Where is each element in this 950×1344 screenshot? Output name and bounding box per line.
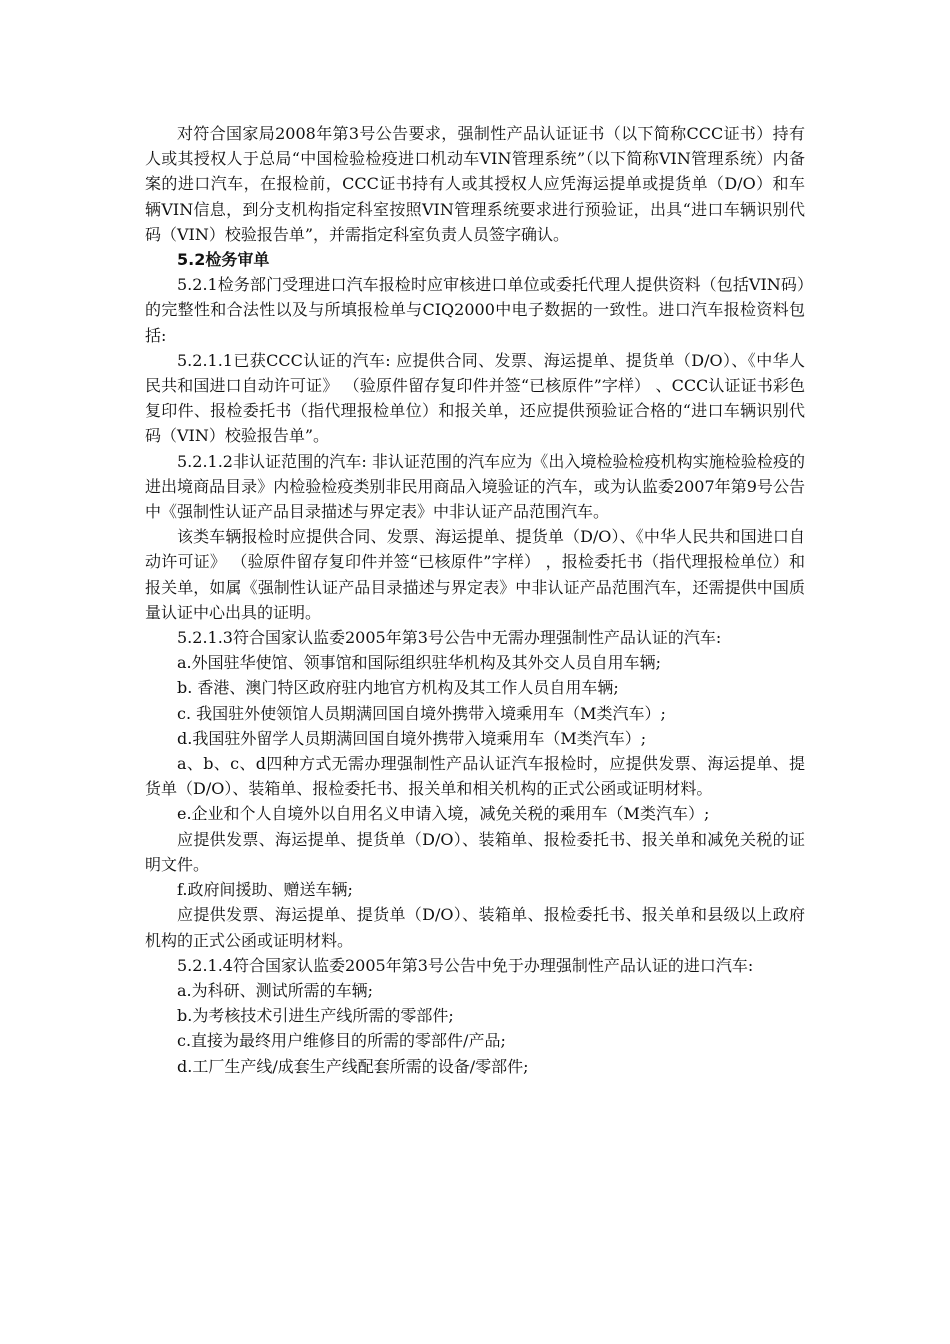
paragraph-abcd-documents: a、b、c、d四种方式无需办理强制性产品认证汽车报检时，应提供发票、海运提单、提货单（D/O）、装箱单、报检委托书、报关单和相关机构的正式公函或证明材料。 bbox=[145, 754, 805, 799]
list-item-d-production-line: d.工厂生产线/成套生产线配套所需的设备/零部件; bbox=[177, 1056, 529, 1076]
list-item-c-diplomats: c. 我国驻外使领馆人员期满回国自境外携带入境乘用车（M类汽车）; bbox=[177, 703, 666, 723]
list-item-d-students: d.我国驻外留学人员期满回国自境外携带入境乘用车（M类汽车）; bbox=[177, 728, 647, 748]
paragraph-ccc-preverification: 对符合国家局2008年第3号公告要求，强制性产品认证证书（以下简称CCC证书）持有人或其授权人于总局“中国检验检疫进口机动车VIN管理系统”（以下简称VIN管理系统）内备案的进口汽车，在报检前，CCC证书持有人或其授权人应凭海运提单或提货单（D/O）和车辆VIN信息，到分支机构指定科室按照VIN管理系统要求进行预验证，出具“进口车辆识别代码（VIN）校验报告单”，并需指定科室负责人员签字确认。 bbox=[145, 124, 805, 244]
paragraph-5-2-1-4: 5.2.1.4符合国家认监委2005年第3号公告中免于办理强制性产品认证的进口汽车: bbox=[177, 955, 754, 975]
paragraph-5-2-1-3: 5.2.1.3符合国家认监委2005年第3号公告中无需办理强制性产品认证的汽车: bbox=[177, 628, 722, 648]
paragraph-f-documents: 应提供发票、海运提单、提货单（D/O）、装箱单、报检委托书、报关单和县级以上政府机构的正式公函或证明材料。 bbox=[145, 905, 805, 950]
paragraph-5-2-1-2: 5.2.1.2非认证范围的汽车: 非认证范围的汽车应为《出入境检验检疫机构实施检验检疫的进出境商品目录》内检验检疫类别非民用商品入境验证的汽车，或为认监委2007年第9号公告中《强制性认证产品目录描述与界定表》中非认证产品范围汽车。 bbox=[145, 451, 805, 522]
list-item-a-research: a.为科研、测试所需的车辆; bbox=[177, 980, 374, 1000]
section-heading-5-2: 5.2检务审单 bbox=[177, 250, 270, 270]
paragraph-5-2-1-1: 5.2.1.1已获CCC认证的汽车: 应提供合同、发票、海运提单、提货单（D/O）、《中华人民共和国进口自动许可证》 （验原件留存复印件并签“已核原件”字样） 、CCC认证证书彩色复印件、报检委托书（指代理报检单位）和报关单，还应提供预验证合格的“进口车辆识别代码（VIN）校验报告单”。 bbox=[145, 350, 805, 446]
list-item-b-hk-macau: b. 香港、澳门特区政府驻内地官方机构及其工作人员自用车辆; bbox=[177, 678, 619, 698]
paragraph-5-2-1: 5.2.1检务部门受理进口汽车报检时应审核进口单位或委托代理人提供资料（包括VIN码）的完整性和合法性以及与所填报检单与CIQ2000中电子数据的一致性。进口汽车报检资料包括: bbox=[145, 275, 805, 345]
list-item-c-maintenance: c.直接为最终用户维修目的所需的零部件/产品; bbox=[177, 1031, 506, 1051]
list-item-e-self-use: e.企业和个人自境外以自用名义申请入境，减免关税的乘用车（M类汽车）; bbox=[177, 804, 710, 824]
list-item-b-technology: b.为考核技术引进生产线所需的零部件; bbox=[177, 1006, 454, 1026]
paragraph-e-documents: 应提供发票、海运提单、提货单（D/O）、装箱单、报检委托书、报关单和减免关税的证明文件。 bbox=[145, 829, 805, 874]
paragraph-non-cert-documents: 该类车辆报检时应提供合同、发票、海运提单、提货单（D/O）、《中华人民共和国进口自动许可证》 （验原件留存复印件并签“已核原件”字样） ，报检委托书（指代理报检单位）和报关单，如属《强制性认证产品目录描述与界定表》中非认证产品范围汽车，还需提供中国质量认证中心出具的证明。 bbox=[145, 527, 805, 622]
list-item-a-embassy: a.外国驻华使馆、领事馆和国际组织驻华机构及其外交人员自用车辆; bbox=[177, 653, 662, 673]
list-item-f-government-aid: f.政府间援助、赠送车辆; bbox=[177, 880, 353, 900]
document-page bbox=[145, 121, 805, 1079]
